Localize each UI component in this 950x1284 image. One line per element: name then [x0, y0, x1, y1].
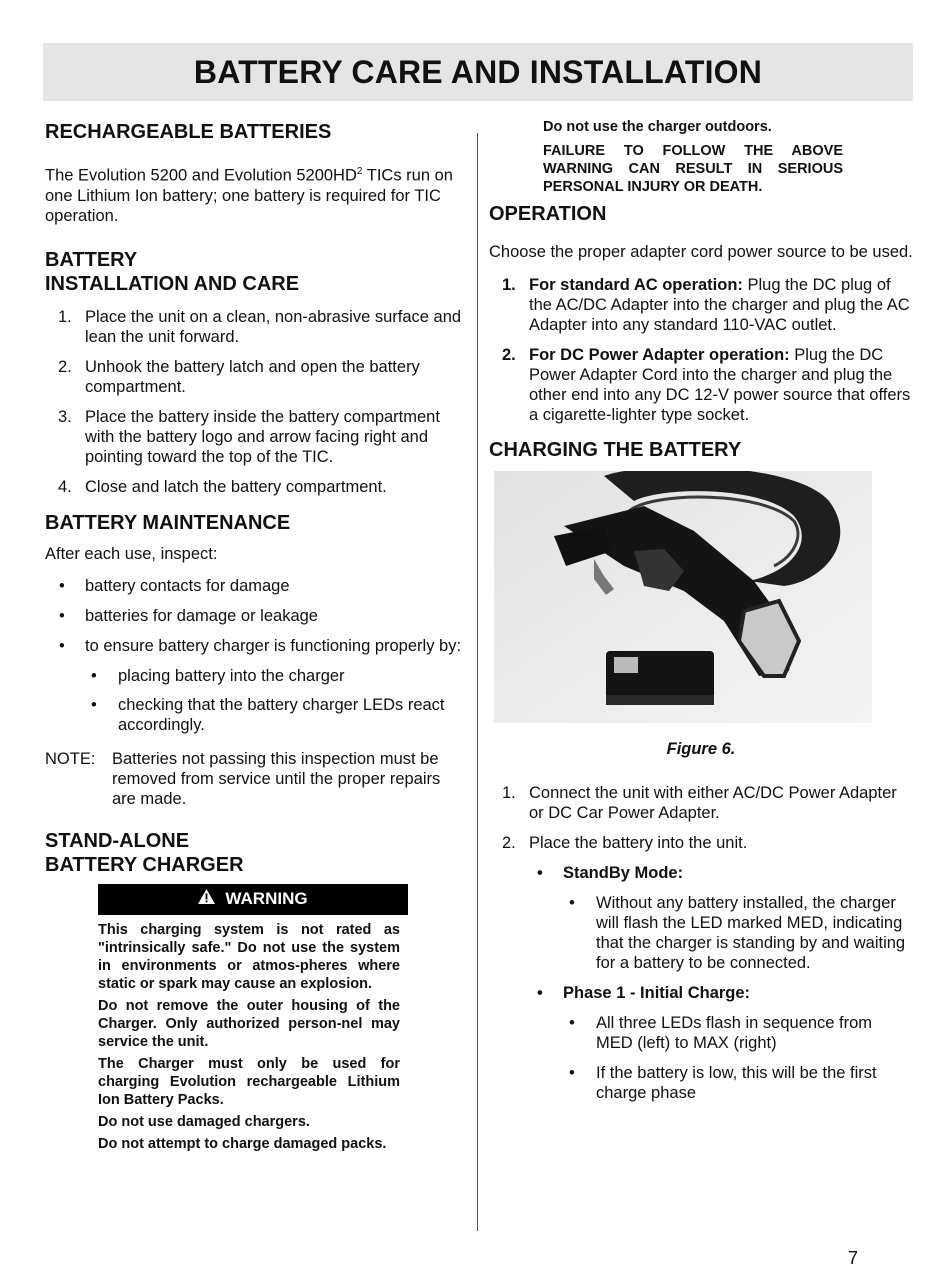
list-item: • checking that the battery charger LEDs react accordingly.: [91, 695, 445, 734]
warning-continued: [489, 118, 913, 196]
title-banner: [43, 43, 913, 101]
warning-triangle-icon: [198, 889, 215, 909]
maintenance-note: NOTE: Batteries not passing this inspection must be removed from service until the proper repairs are made.: [45, 749, 441, 808]
figure-caption: Figure 6.: [666, 740, 736, 758]
list-item: • All three LEDs flash in sequence from MED (left) to MAX (right): [569, 1014, 873, 1052]
list-item: • to ensure battery charger is functioning properly by:: [59, 636, 462, 655]
warning-banner: [98, 884, 408, 915]
list-item: 1. For standard AC operation: Plug the DC plug of the AC/DC Adapter into the charger and plug the AC Adapter into any standard 110-VAC outlet.: [502, 276, 910, 334]
operation-intro: Choose the proper adapter cord power source to be used.: [489, 243, 913, 261]
installation-heading: BATTERY INSTALLATION AND CARE: [45, 248, 300, 295]
warning-paragraph: Do not use damaged chargers.: [98, 1113, 310, 1130]
maintenance-bullets: [45, 576, 463, 735]
rechargeable-body: The Evolution 5200 and Evolution $5200HD^2$ TICs run on one Lithium Ion battery; one battery is required for TIC operation.: [45, 166, 453, 225]
charger-photo: [494, 471, 872, 723]
warning-paragraph: This charging system is not rated as "intrinsically safe." Do not use the system in environments or atmos-pheres where static or spark may cause an explosion.: [98, 921, 400, 992]
list-item: 2. For DC Power Adapter operation: Plug the DC Power Adapter Cord into the charger and plug the other end into any DC 12-V power source that offers a cigarette-lighter type socket.: [502, 346, 911, 424]
warning-paragraph: Do not use the charger outdoors.: [543, 119, 772, 135]
list-item: • battery contacts for damage: [59, 576, 290, 595]
warning-paragraph: Do not attempt to charge damaged packs.: [98, 1135, 387, 1152]
list-item: • Without any battery installed, the charger will flash the LED marked MED, indicating that the charger is standing by and waiting for a battery to be connected.: [569, 894, 906, 972]
left-column: [45, 118, 463, 1157]
page-number: 7: [848, 1248, 859, 1268]
list-item: 1. Connect the unit with either AC/DC Power Adapter or DC Car Power Adapter.: [502, 784, 897, 822]
list-item: • If the battery is low, this will be the first charge phase: [569, 1064, 877, 1102]
warning-paragraph: Do not remove the outer housing of the Charger. Only authorized person-nel may service the unit.: [98, 997, 400, 1050]
page-title: BATTERY CARE AND INSTALLATION: [193, 53, 763, 90]
list-item: 2. Unhook the battery latch and open the battery compartment.: [58, 357, 420, 396]
charging-heading: CHARGING THE BATTERY: [489, 439, 742, 461]
operation-list: [489, 275, 913, 425]
list-item: 3. Place the battery inside the battery compartment with the battery logo and arrow facing right and pointing toward the top of the TIC.: [58, 407, 440, 466]
installation-steps: [45, 307, 463, 497]
warning-label: WARNING: [225, 889, 308, 908]
list-item: 1. Place the unit on a clean, non-abrasive surface and lean the unit forward.: [58, 307, 462, 346]
list-item: 2. Place the battery into the unit.: [502, 834, 748, 852]
list-item: 4. Close and latch the battery compartment.: [58, 477, 387, 496]
list-item: • StandBy Mode:: [537, 864, 684, 882]
charging-steps: [489, 783, 913, 853]
warning-paragraph: The Charger must only be used for charging Evolution rechargeable Lithium Ion Battery Packs.: [98, 1055, 400, 1108]
list-item: • placing battery into the charger: [91, 666, 345, 685]
list-item: • batteries for damage or leakage: [59, 606, 318, 625]
charging-modes: [489, 863, 913, 1103]
maintenance-heading: BATTERY MAINTENANCE: [45, 511, 291, 534]
right-column: [489, 118, 913, 1113]
maintenance-intro: After each use, inspect:: [45, 544, 218, 563]
operation-heading: OPERATION: [489, 203, 607, 225]
list-item: • Phase 1 - Initial Charge:: [537, 984, 751, 1002]
rechargeable-heading: RECHARGEABLE BATTERIES: [45, 121, 332, 143]
charger-heading: STAND-ALONE BATTERY CHARGER: [45, 829, 244, 876]
warning-paragraph: FAILURE TO FOLLOW THE ABOVE WARNING CAN RESULT IN SERIOUS PERSONAL INJURY OR DEATH.: [543, 143, 843, 195]
warning-text: [98, 921, 400, 1153]
column-divider: [477, 133, 478, 1231]
